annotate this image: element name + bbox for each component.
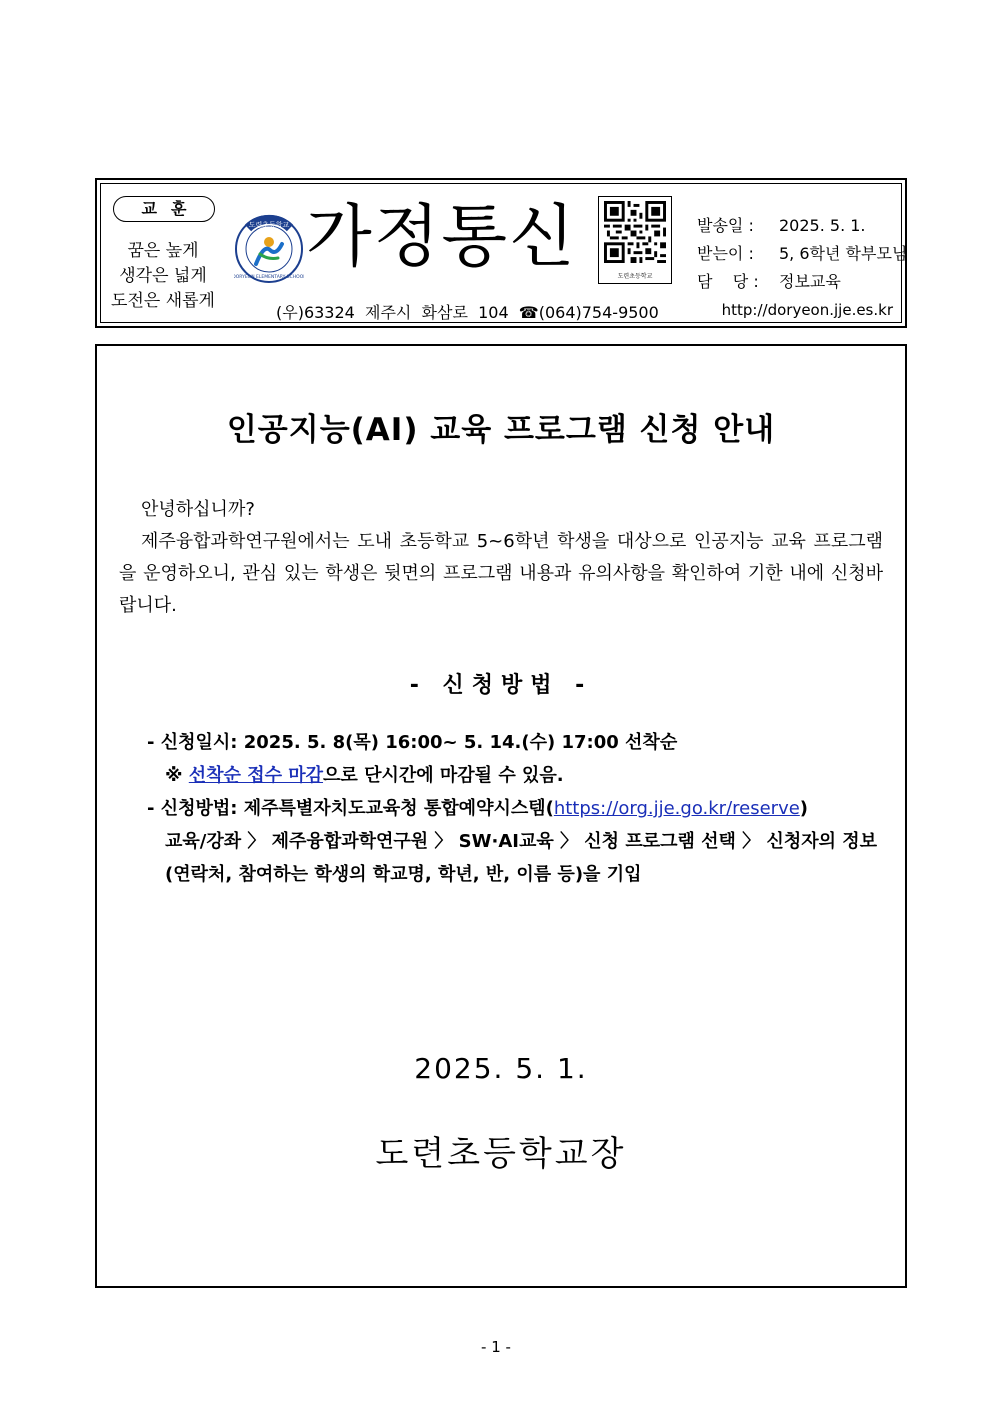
page-number: - 1 - [481, 1338, 511, 1356]
section-title: - 신청방법 - [409, 673, 593, 698]
motto-line-2: 생각은 넓게 [119, 266, 207, 286]
application-path: 교육/강좌 〉 제주융합과학연구원 〉 SW·AI교육 〉 신청 프로그램 선택 〉 신청자의 정보 [165, 831, 878, 852]
svg-text:DORYEON ELEMENTARY SCHOOL: DORYEON ELEMENTARY SCHOOL [234, 275, 304, 280]
qr-code-icon [604, 201, 666, 263]
application-method: - 신청방법: 제주특별자치도교육청 통합예약시스템(https://org.jje.go.kr/reserve) [147, 798, 809, 819]
meta-info [697, 212, 907, 296]
reservation-link[interactable]: https://org.jje.go.kr/reserve [553, 798, 800, 819]
motto-line-1: 꿈은 높게 [127, 241, 199, 261]
qr-caption: 도련초등학교 [617, 273, 653, 280]
intro-paragraph [119, 494, 883, 622]
greeting: 안녕하십니까? [141, 499, 255, 520]
document-title: 인공지능(AI) 교육 프로그램 신청 안내 [226, 412, 776, 448]
header-inner-frame [100, 183, 908, 323]
application-details [147, 726, 885, 891]
motto-line-3: 도전은 새롭게 [111, 291, 215, 311]
meta-contact: 담 당 : 정보교육 [697, 272, 841, 291]
document-date: 2025. 5. 1. [414, 1052, 588, 1085]
motto-text [103, 239, 223, 314]
school-website-link[interactable]: http://doryeon.jje.es.kr [721, 301, 893, 319]
svg-text:도련초등학교: 도련초등학교 [248, 221, 290, 229]
application-info: (연락처, 참여하는 학생의 학교명, 학년, 반, 이름 등)을 기입 [165, 864, 642, 885]
meta-recipient: 받는이 : 5, 6학년 학부모님 [697, 244, 908, 263]
motto-label: 교훈 [113, 196, 215, 222]
application-date: - 신청일시: 2025. 5. 8(목) 16:00~ 5. 14.(수) 17:00 선착순 [147, 732, 678, 753]
newsletter-title: 가정통신 [306, 198, 577, 277]
note-highlight: 선착순 접수 마감 [188, 765, 324, 786]
first-come-note: ※ 선착순 접수 마감으로 단시간에 마감될 수 있음. [165, 765, 564, 786]
newsletter-header [95, 178, 907, 328]
principal-signature: 도련초등학교장 [375, 1134, 627, 1174]
meta-send-date: 발송일 : 2025. 5. 1. [697, 216, 866, 235]
qr-code[interactable] [598, 196, 672, 284]
document-body [95, 344, 907, 1288]
school-address: (우)63324 제주시 화삼로 104 ☎(064)754-9500 [276, 303, 659, 322]
intro-text: 제주융합과학연구원에서는 도내 초등학교 5~6학년 학생을 대상으로 인공지능 교육 프로그램을 운영하오니, 관심 있는 학생은 뒷면의 프로그램 내용과 유의사항을 확인하여 기한 내에 신청바랍니다. [119, 531, 883, 616]
school-logo-icon [234, 214, 304, 284]
